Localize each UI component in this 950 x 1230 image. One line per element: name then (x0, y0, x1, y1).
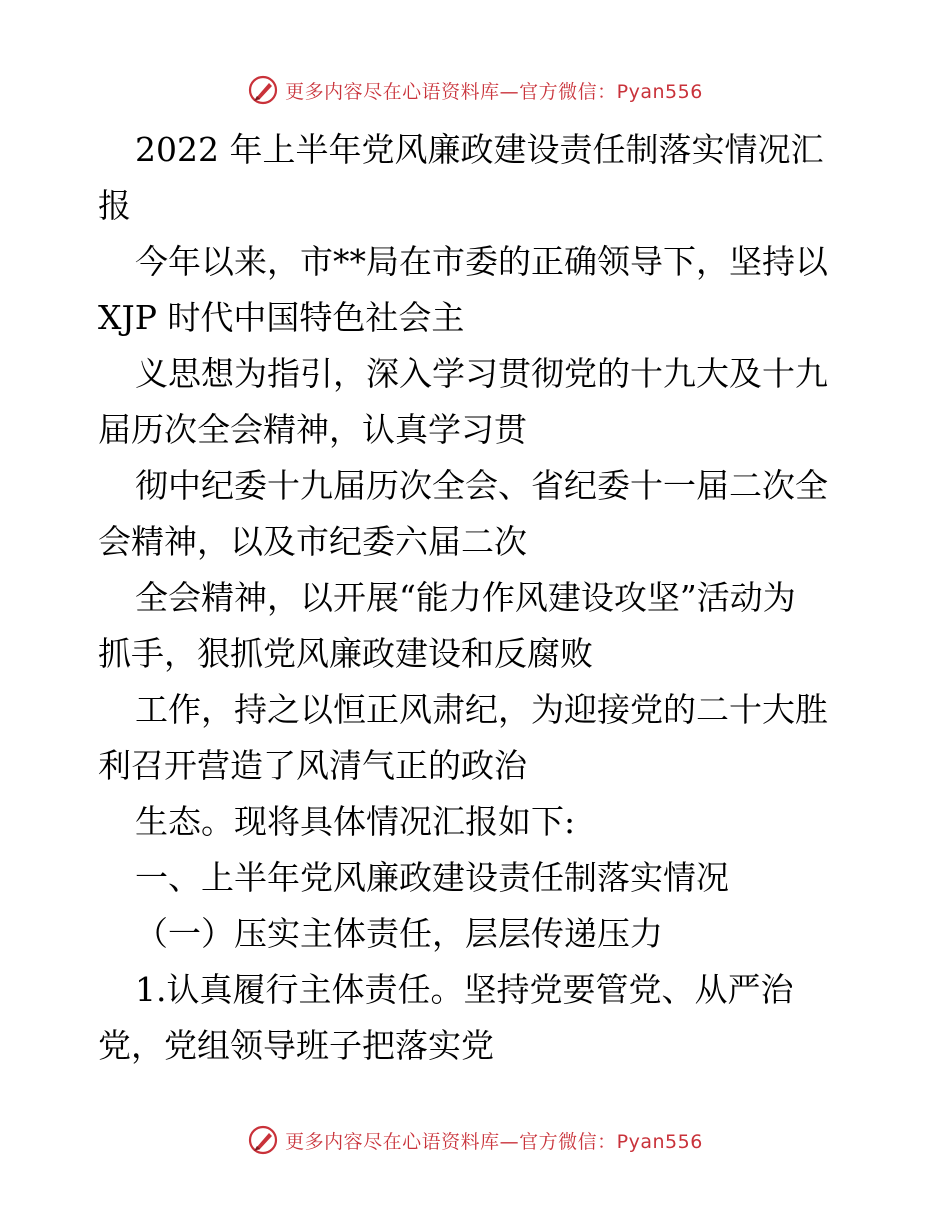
document-line: XJP 时代中国特色社会主 (98, 298, 465, 337)
document-line: 会精神，以及市纪委六届二次 (98, 522, 527, 561)
watermark-text: 更多内容尽在心语资料库—官方微信：Pyan556 (285, 1130, 703, 1153)
document-body (98, 122, 858, 1074)
footer-watermark-banner (0, 1120, 950, 1160)
document-line: 全会精神，以开展“能力作风建设攻坚”活动为 (135, 578, 796, 617)
document-line: 党，党组领导班子把落实党 (98, 1026, 494, 1065)
document-line: 生态。现将具体情况汇报如下: (135, 802, 576, 841)
document-line: 报 (98, 186, 131, 225)
document-line: 彻中纪委十九届历次全会、省纪委十一届二次全 (135, 466, 828, 505)
document-line: 利召开营造了风清气正的政治 (98, 746, 527, 785)
quill-pen-logo-icon (247, 1124, 279, 1156)
document-line: 工作，持之以恒正风肃纪，为迎接党的二十大胜 (135, 690, 828, 729)
document-line: （一）压实主体责任，层层传递压力 (135, 914, 663, 953)
document-line: 1.认真履行主体责任。坚持党要管党、从严治 (135, 970, 794, 1009)
document-line: 2022 年上半年党风廉政建设责任制落实情况汇 (135, 130, 824, 169)
document-line: 届历次全会精神，认真学习贯 (98, 410, 527, 449)
quill-pen-logo-icon (247, 74, 279, 106)
watermark-text: 更多内容尽在心语资料库—官方微信：Pyan556 (285, 80, 703, 103)
document-line: 今年以来，市**局在市委的正确领导下，坚持以 (135, 242, 828, 281)
document-line: 义思想为指引，深入学习贯彻党的十九大及十九 (135, 354, 828, 393)
header-watermark-banner (0, 70, 950, 110)
document-line: 一、上半年党风廉政建设责任制落实情况 (135, 858, 729, 897)
document-line: 抓手，狠抓党风廉政建设和反腐败 (98, 634, 593, 673)
